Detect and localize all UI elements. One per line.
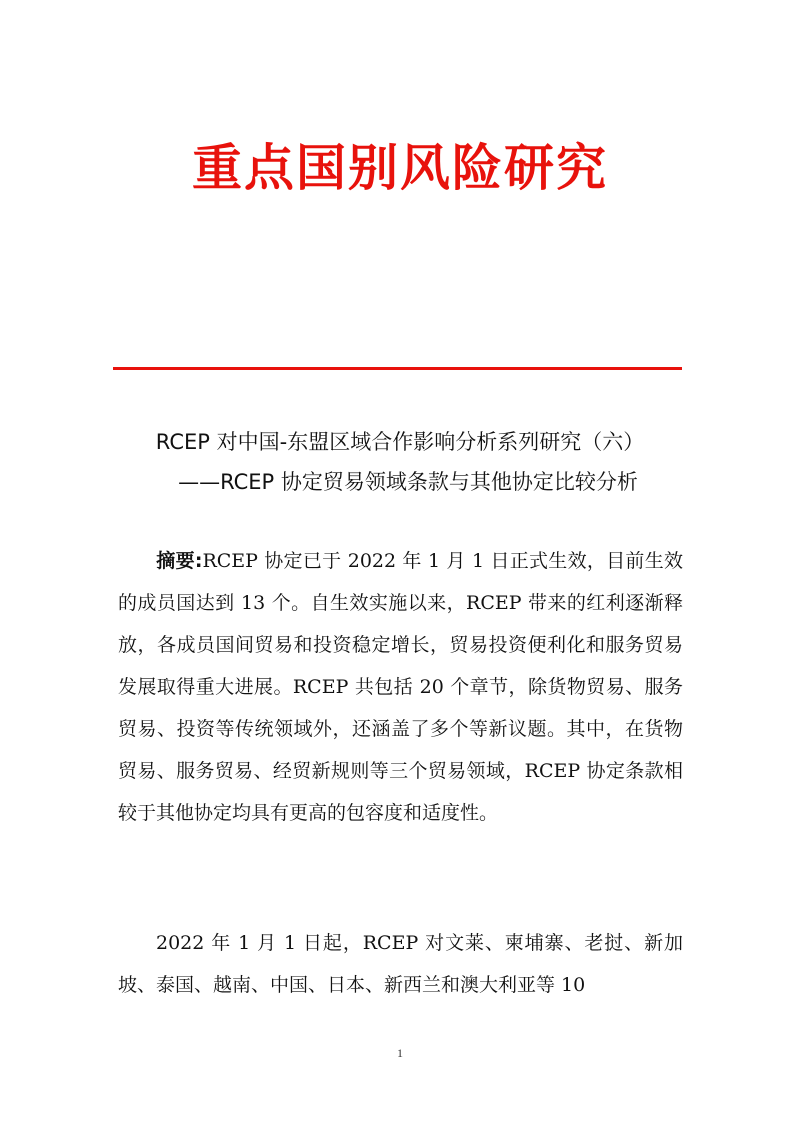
abstract-label: 摘要:	[156, 550, 203, 572]
report-subtitle-line-1: RCEP 对中国-东盟区域合作影响分析系列研究（六）	[155, 430, 645, 454]
body-paragraph-text: 2022 年 1 月 1 日起，RCEP 对文莱、柬埔寨、老挝、新加坡、泰国、越南、中国、日本、新西兰和澳大利亚等 10	[118, 932, 683, 996]
abstract-paragraph	[118, 540, 683, 834]
body-paragraph	[118, 922, 683, 1006]
title-divider	[113, 367, 682, 370]
report-title: 重点国别风险研究	[192, 138, 608, 197]
abstract-text: RCEP 协定已于 2022 年 1 月 1 日正式生效，目前生效的成员国达到 13 个。自生效实施以来，RCEP 带来的红利逐渐释放，各成员国间贸易和投资稳定增长，贸易投资便利化和服务贸易发展取得重大进展。RCEP 共包括 20 个章节，除货物贸易、服务贸易、投资等传统领域外，还涵盖了多个等新议题。其中，在货物贸易、服务贸易、经贸新规则等三个贸易领域，RCEP 协定条款相较于其他协定均具有更高的包容度和适度性。	[118, 550, 683, 824]
page-number: 1	[397, 1046, 403, 1060]
report-subtitle-line-2: ——RCEP 协定贸易领域条款与其他协定比较分析	[178, 470, 638, 494]
